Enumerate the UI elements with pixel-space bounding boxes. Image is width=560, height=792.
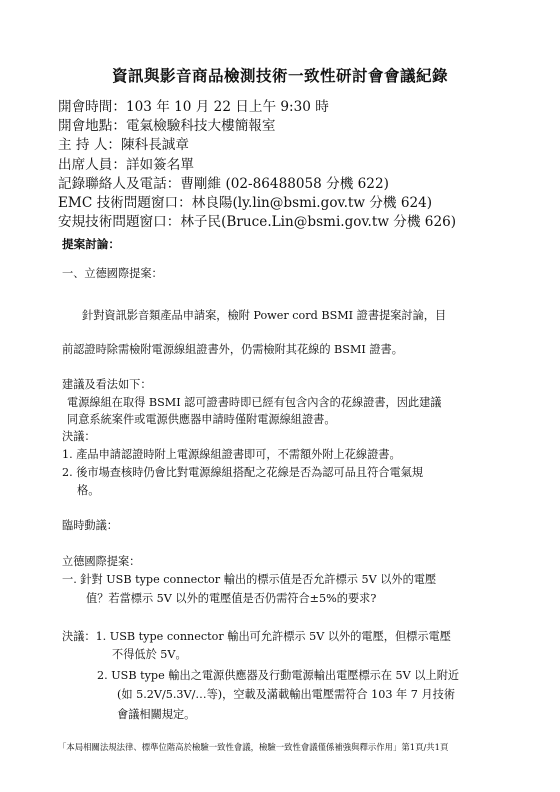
question-line2: 值？若當標示 5V 以外的電壓值是否仍需符合±5%的要求? [86, 592, 377, 605]
meeting-info-block [58, 98, 456, 232]
resolution-item-2-line1: 2. 後市場查核時仍會比對電源線組搭配之花線是否為認可品且符合電氣規 [62, 466, 424, 479]
question-line1: 一. 針對 USB type connector 輸出的標示值是否允許標示 5V 以外的電壓 [62, 573, 437, 586]
proposal-2-heading: 立德國際提案： [62, 555, 141, 568]
meeting-location: 開會地點：電氣檢驗科技大樓簡報室 [58, 118, 276, 135]
suggestion-heading: 建議及看法如下： [62, 378, 152, 391]
document-title: 資訊與影音商品檢測技術一致性研討會會議紀錄 [111, 66, 448, 85]
resolution-2-item-1-line1: 決議：1. USB type connector 輸出可允許標示 5V 以外的電壓，但標示電壓 [62, 630, 451, 643]
resolution-2-item-2-line2: (如 5.2V/5.3V/…等)，空載及滿載輸出電壓需符合 103 年 7 月技術 [117, 688, 456, 701]
resolution-2-item-2-line3: 會議相關規定。 [117, 708, 196, 721]
proposal-1-text-line2: 前認證時除需檢附電源線組證書外，仍需檢附其花線的 BSMI 證書。 [62, 343, 403, 356]
discussion-heading: 提案討論： [62, 237, 120, 251]
suggestion-line1: 電源線組在取得 BSMI 認可證書時即已經有包含內含的花線證書，因此建議 [67, 396, 442, 409]
meeting-attendees: 出席人員：詳如簽名單 [58, 156, 194, 173]
recorder-contact: 記錄聯絡人及電話：曹剛維 (02-86488058 分機 622) [58, 175, 389, 192]
proposal-1-text-line1: 針對資訊影音類產品申請案，檢附 Power cord BSMI 證書提案討論，目 [82, 309, 447, 322]
safety-contact: 安規技術問題窗口：林子民(Bruce.Lin@bsmi.gov.tw 分機 626) [58, 214, 457, 231]
meeting-chair: 主 持 人：陳科長誠章 [58, 137, 189, 154]
impromptu-heading: 臨時動議： [62, 519, 118, 532]
page-footer: 「本局相關法規法律、標準位階高於檢驗一致性會議，檢驗一致性會議僅係補強與釋示作用」第1頁/共1頁 [58, 742, 449, 752]
suggestion-line2: 同意系統案件或電源供應器申請時僅附電源線組證書。 [67, 413, 336, 426]
resolution-item-1: 1. 產品申請認證時附上電源線組證書即可，不需額外附上花線證書。 [62, 448, 401, 461]
emc-contact: EMC 技術問題窗口：林良陽(ly.lin@bsmi.gov.tw 分機 624) [58, 195, 433, 212]
resolution-2-item-1-line2: 不得低於 5V。 [112, 648, 187, 661]
proposal-1-heading: 一、立德國際提案： [62, 267, 163, 280]
meeting-time: 開會時間：103 年 10 月 22 日上午 9:30 時 [58, 99, 329, 115]
resolution-item-2-line2: 格。 [77, 484, 100, 497]
resolution-2-item-2-line1: 2. USB type 輸出之電源供應器及行動電源輸出電壓標示在 5V 以上附近 [97, 669, 460, 682]
resolution-heading: 決議： [62, 430, 96, 443]
